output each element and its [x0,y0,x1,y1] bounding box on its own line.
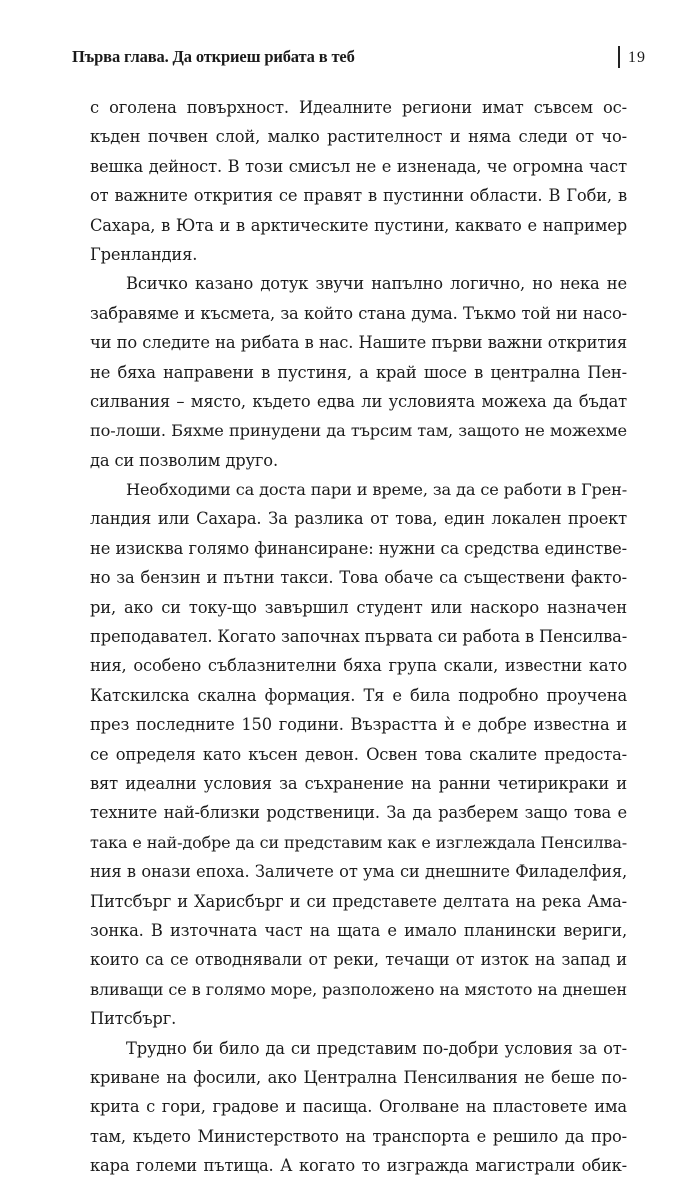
text-line: крита с гори, градове и пасища. Оголване на пластовете има [90,1097,627,1117]
text-line: които са се отводнявали от реки, течащи от изток на запад и [90,950,627,970]
text-line: Сахара, в Юта и в арктическите пустини, каквато е например [90,215,627,235]
text-line: с оголена повърхност. Идеалните региони имат съвсем ос- [90,98,627,117]
text-line: се определя като късен девон. Освен това скалите предоста- [90,744,627,764]
text-line: кара големи пътища. А когато то изгражда магистрали обик- [90,1156,627,1176]
text-line: да си позволим друго. [90,450,278,470]
text-line: Трудно би било да си представим по-добри условия за от- [126,1038,627,1058]
text-line: зонка. В източната част на щата е имало планински вериги, [90,920,627,940]
text-line: къден почвен слой, малко растителност и няма следи от чо- [90,127,627,147]
text-line: Гренландия. [90,244,198,264]
text-line: от важните открития се правят в пустинни области. В Гоби, в [90,186,627,206]
text-line: през последните 150 години. Възрастта ѝ е добре известна и [90,715,627,735]
running-head [72,46,646,70]
chapter-running-title: Първа глава. Да откриеш рибата в теб [72,47,355,66]
text-line: ния, особено съблазнителни бяха група скали, известни като [90,656,627,676]
text-line: вят идеални условия за съхранение на ранни четирикраки и [90,773,627,793]
text-line: силвания – място, където едва ли условията можеха да бъдат [90,391,627,411]
text-line: Необходими са доста пари и време, за да се работи в Грен- [126,480,628,500]
text-line: но за бензин и пътни такси. Това обаче са съществени факто- [90,568,627,588]
body-text [90,93,627,1180]
text-line: ния в онази епоха. Заличете от ума си днешните Филаделфия, [90,862,627,882]
text-line: криване на фосили, ако Централна Пенсилвания не беше по- [90,1067,627,1087]
text-line: Катскилска скална формация. Тя е била подробно проучена [90,685,627,705]
text-line: преподавател. Когато започнах първата си работа в Пенсилва- [90,627,628,647]
text-line: така е най-добре да си представим как е изглеждала Пенсилва- [90,832,627,852]
text-line: забравяме и късмета, за който стана дума. Тъкмо той ни насо- [90,303,627,323]
header-divider [618,46,620,68]
text-line: чи по следите на рибата в нас. Нашите първи важни открития [90,333,627,353]
text-line: вешка дейност. В този смисъл не е изненада, че огромна част [90,156,627,176]
text-line: ри, ако си току-що завършил студент или наскоро назначен [90,597,627,617]
text-line: не изисква голямо финансиране: нужни са средства единстве- [90,538,627,558]
text-line: вливащи се в голямо море, разположено на мястото на днешен [90,979,627,999]
text-line: техните най-близки родственици. За да разберем защо това е [90,803,627,823]
text-line: не бяха направени в пустиня, а край шосе в централна Пен- [90,362,627,382]
text-line: Питсбърг. [90,1009,177,1029]
text-line: там, където Министерството на транспорта е решило да про- [90,1126,627,1146]
text-line: Всичко казано дотук звучи напълно логично, но нека не [126,274,627,294]
page-number: 19 [628,49,646,66]
text-line: Питсбърг и Харисбърг и си представете делтата на река Ама- [90,891,627,911]
text-line: по-лоши. Бяхме принудени да търсим там, защото не можехме [90,421,627,441]
text-line: ландия или Сахара. За разлика от това, един локален проект [90,509,627,529]
